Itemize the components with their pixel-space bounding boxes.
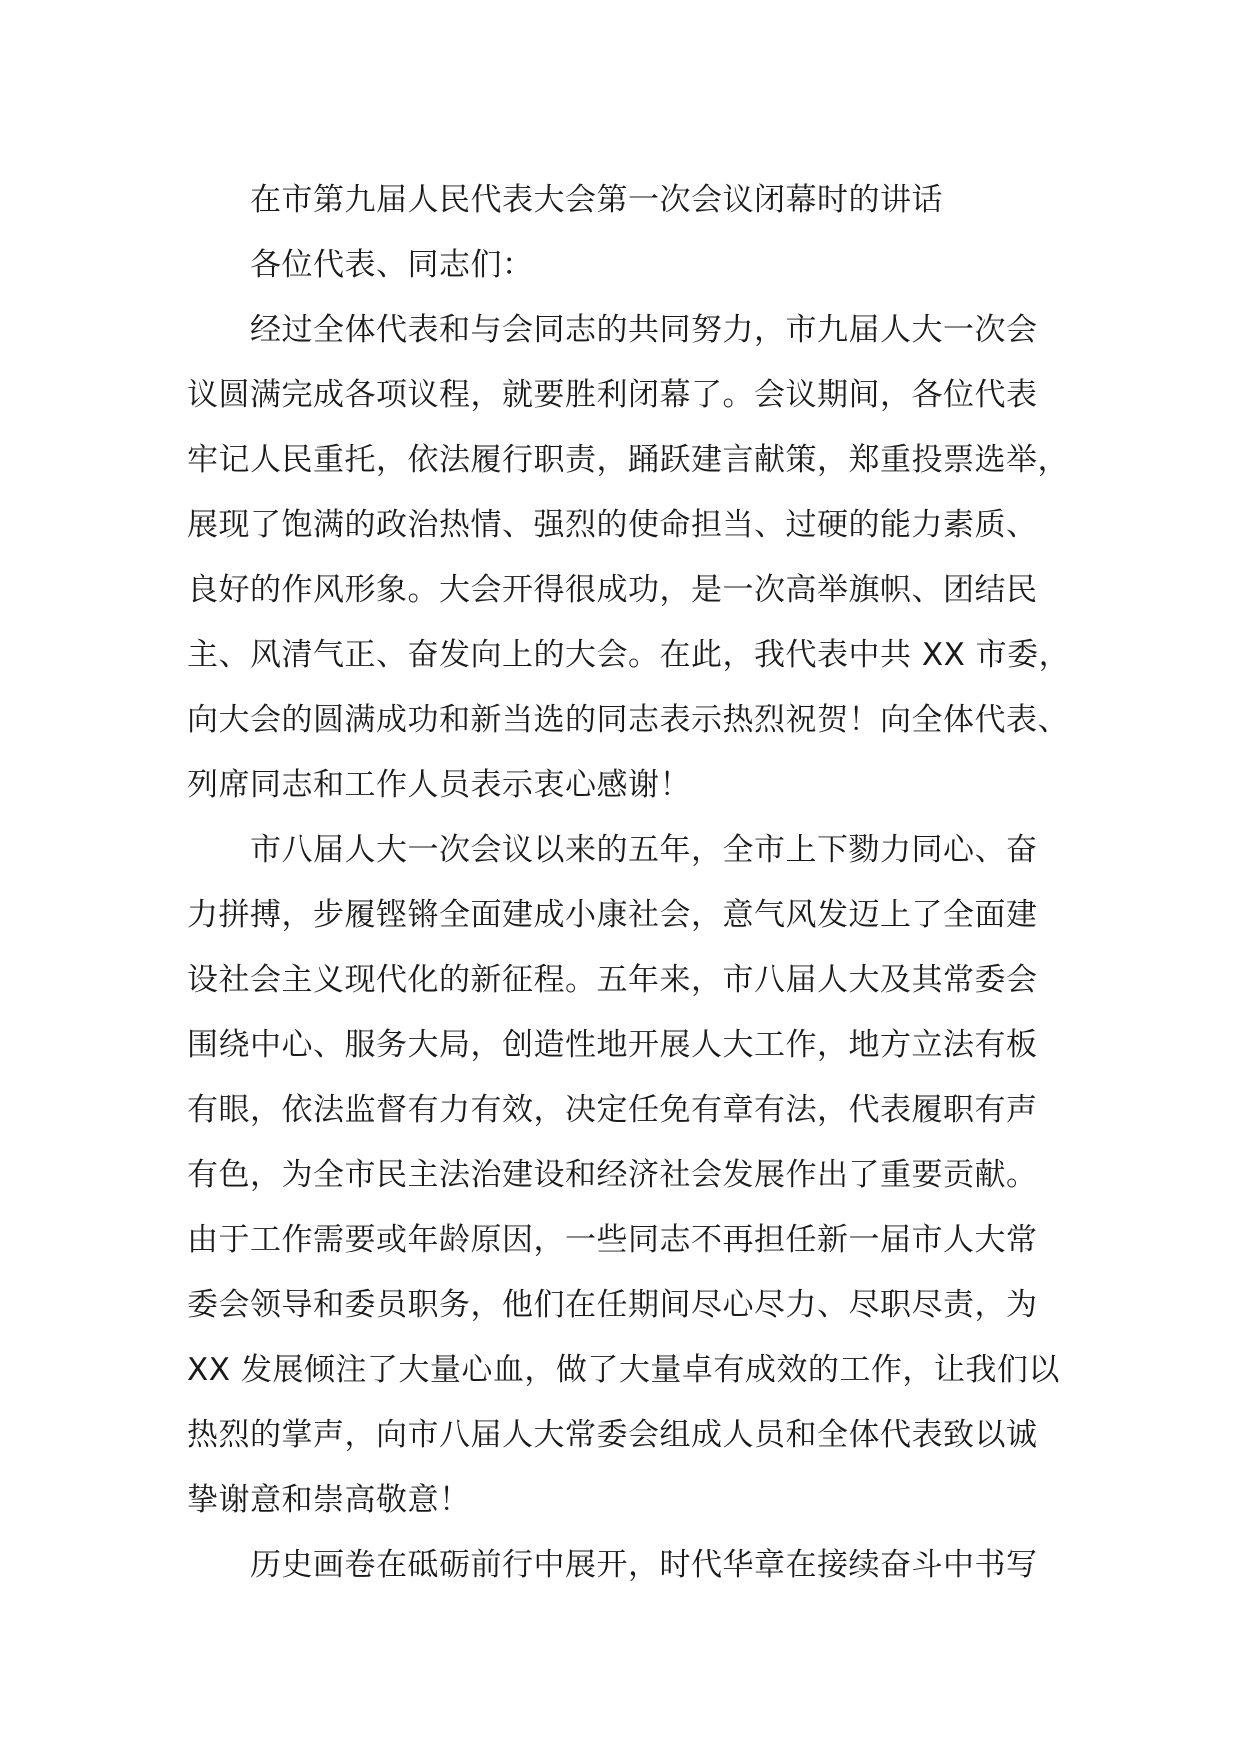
paragraph-line: 有眼，依法监督有力有效，决定任免有章有法，代表履职有声 [187, 1092, 1038, 1128]
paragraph-line: XX 发展倾注了大量心血，做了大量卓有成效的工作，让我们以 [187, 1352, 1060, 1388]
paragraph-line: 良好的作风形象。大会开得很成功，是一次高举旗帜、团结民 [187, 572, 1038, 608]
document-title: 在市第九届人民代表大会第一次会议闭幕时的讲话 [250, 182, 943, 218]
paragraph-3 [187, 1533, 1087, 1598]
paragraph-line: 议圆满完成各项议程，就要胜利闭幕了。会议期间，各位代表 [187, 377, 1038, 413]
paragraph-1 [187, 298, 1087, 818]
paragraph-line: 市八届人大一次会议以来的五年，全市上下勠力同心、奋 [250, 832, 1038, 868]
paragraph-line: 围绕中心、服务大局，创造性地开展人大工作，地方立法有板 [187, 1027, 1038, 1063]
paragraph-line: 由于工作需要或年龄原因，一些同志不再担任新一届市人大常 [187, 1222, 1038, 1258]
paragraph-line: 挚谢意和崇高敬意！ [187, 1482, 471, 1518]
paragraph-line: 委会领导和委员职务，他们在任期间尽心尽力、尽职尽责，为 [187, 1287, 1038, 1323]
paragraph-line: 设社会主义现代化的新征程。五年来，市八届人大及其常委会 [187, 962, 1038, 998]
paragraph-line: 历史画卷在砥砺前行中展开，时代华章在接续奋斗中书写 [250, 1547, 1038, 1583]
paragraph-line: 力拼搏，步履铿锵全面建成小康社会，意气风发迈上了全面建 [187, 897, 1038, 933]
paragraph-line: 展现了饱满的政治热情、强烈的使命担当、过硬的能力素质、 [187, 507, 1038, 543]
paragraph-line: 列席同志和工作人员表示衷心感谢！ [187, 767, 691, 803]
paragraph-line: 主、风清气正、奋发向上的大会。在此，我代表中共 XX 市委， [187, 637, 1071, 673]
paragraph-line: 牢记人民重托，依法履行职责，踊跃建言献策，郑重投票选举， [187, 442, 1069, 478]
paragraph-line: 有色，为全市民主法治建设和经济社会发展作出了重要贡献。 [187, 1157, 1038, 1193]
paragraph-2 [187, 818, 1087, 1533]
paragraph-line: 经过全体代表和与会同志的共同努力，市九届人大一次会 [250, 312, 1038, 348]
document-body [187, 168, 1087, 1598]
paragraph-line: 热烈的掌声，向市八届人大常委会组成人员和全体代表致以诚 [187, 1417, 1038, 1453]
salutation: 各位代表、同志们： [250, 247, 534, 283]
paragraph-line: 向大会的圆满成功和新当选的同志表示热烈祝贺！向全体代表、 [187, 702, 1069, 738]
